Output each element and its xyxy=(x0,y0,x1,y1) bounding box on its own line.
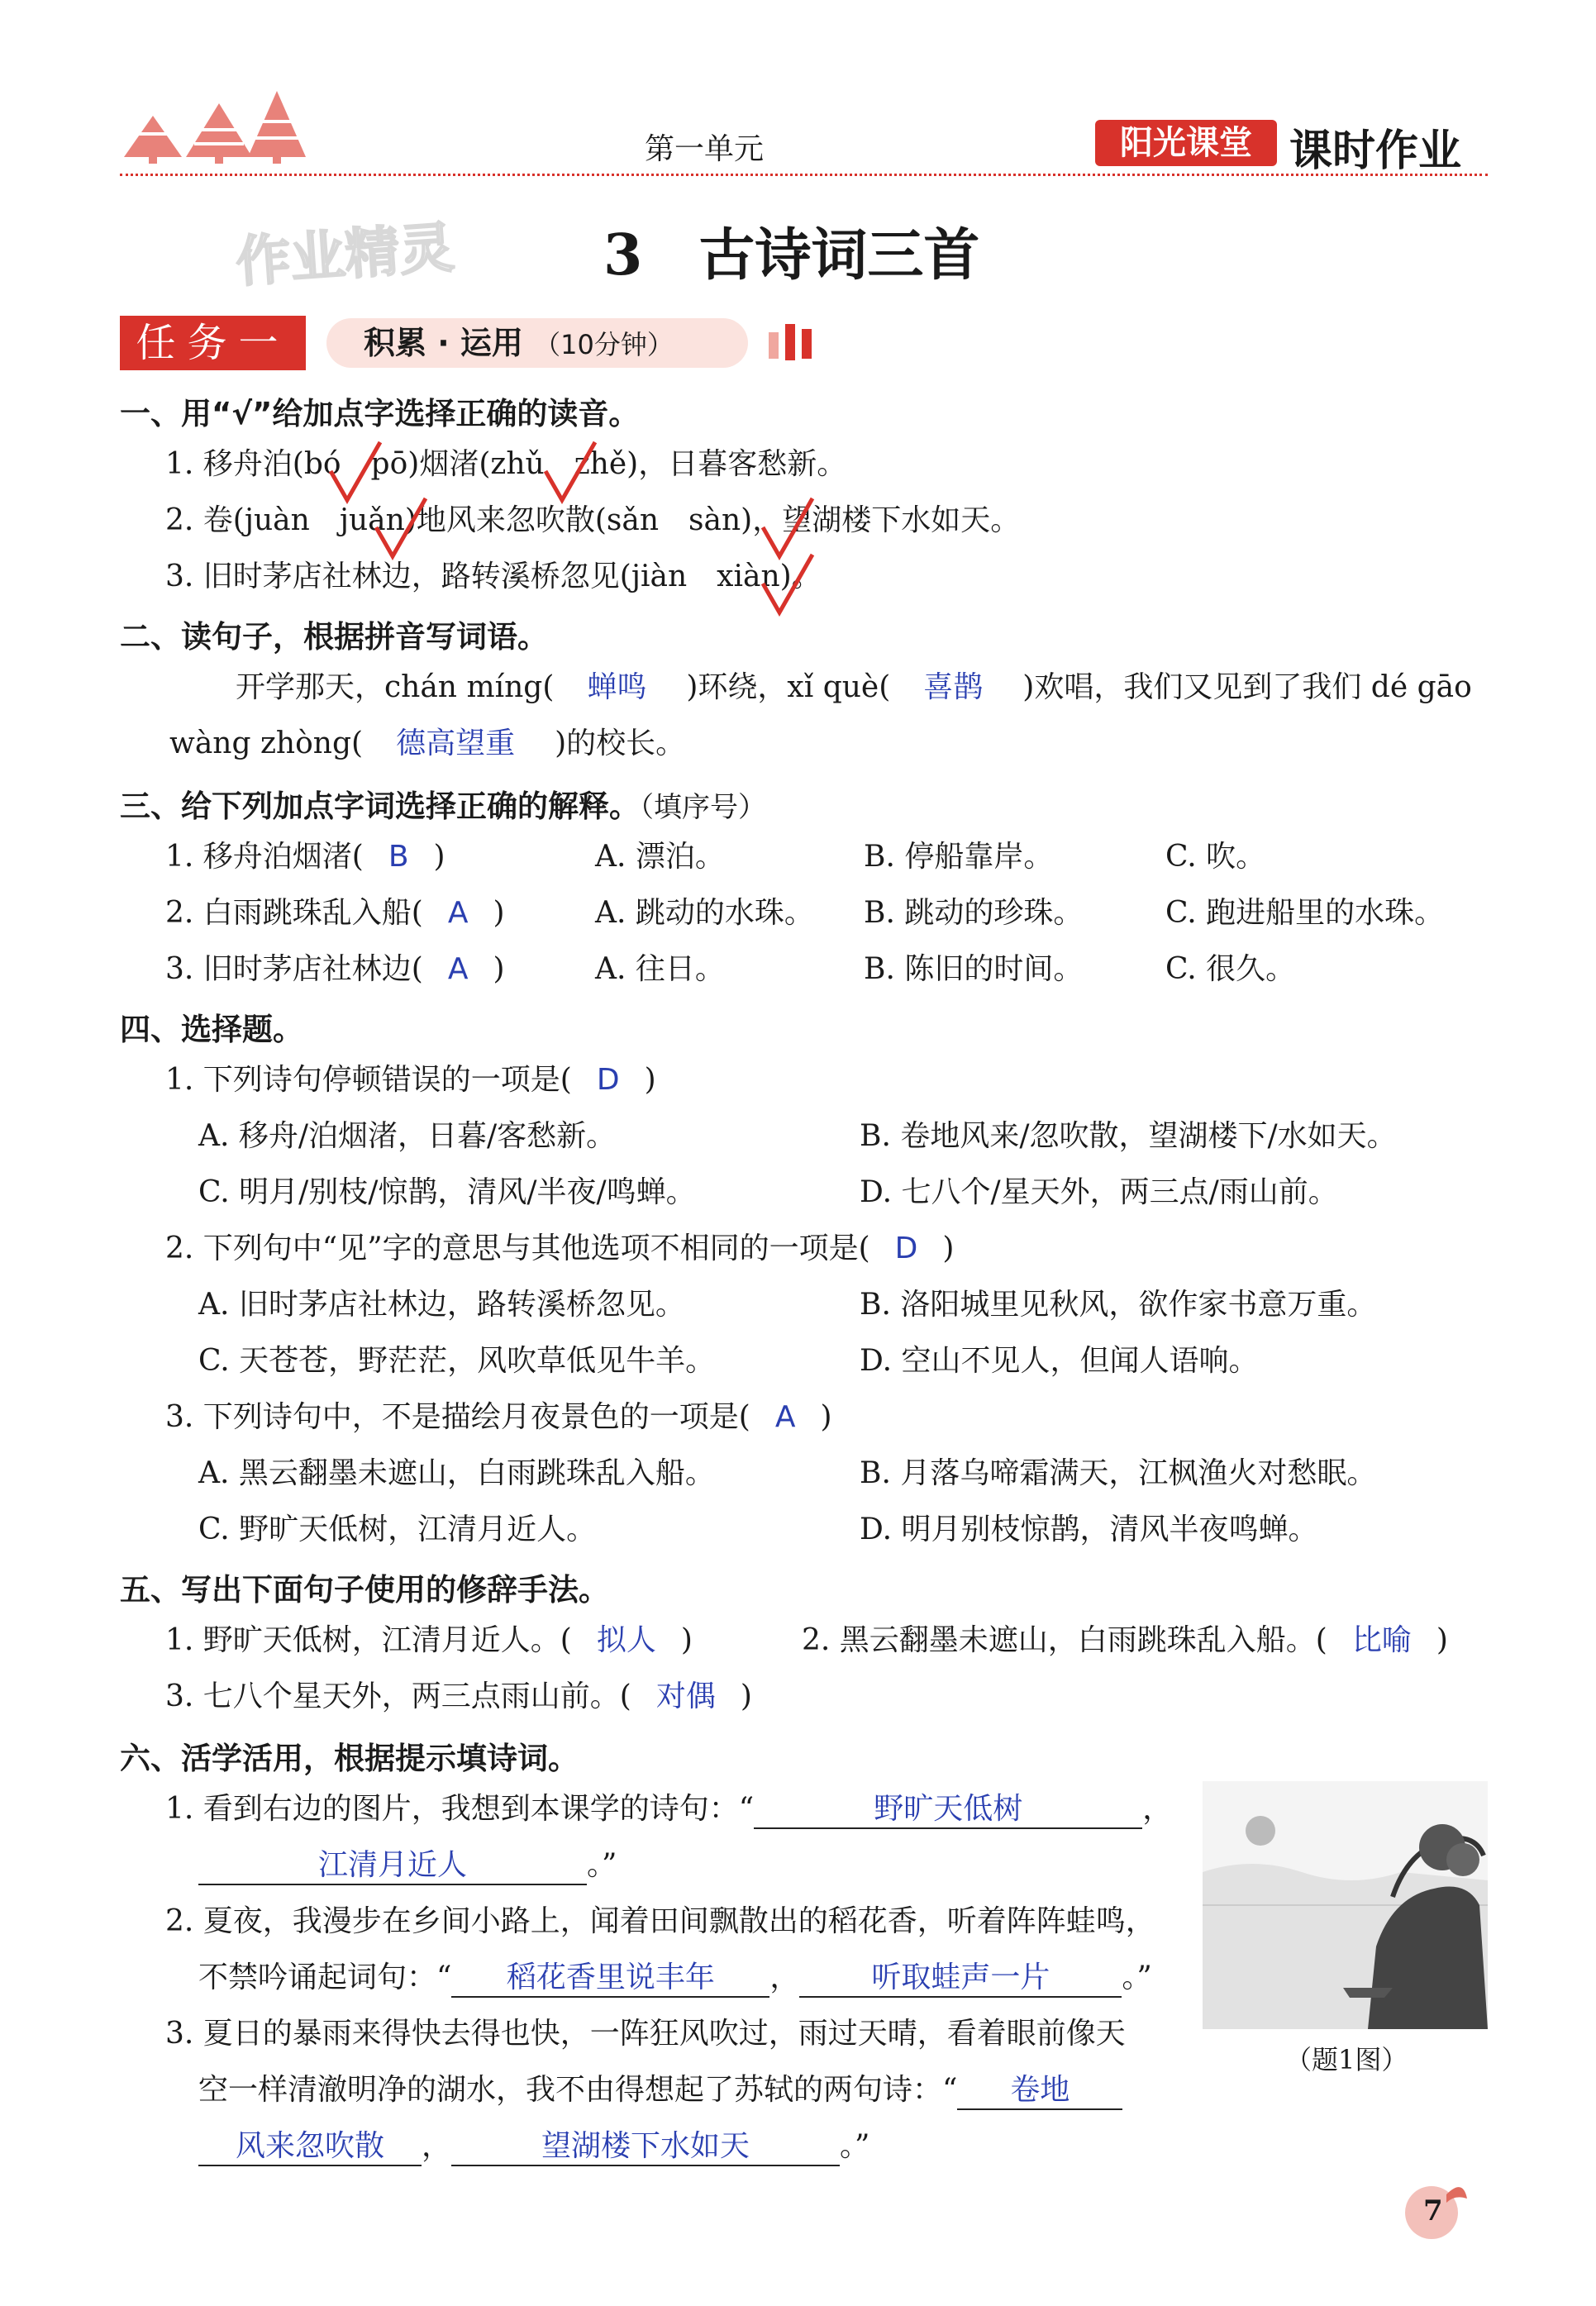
s6-q3-line1: 3. 夏日的暴雨来得快去得也快，一阵狂风吹过，雨过天晴，看着眼前像天 xyxy=(165,2017,1126,2051)
s2-line-2: wàng zhòng( 德高望重 )的校长。 xyxy=(169,727,686,760)
s5-q2: 2. 黑云翻墨未遮山，白雨跳珠乱入船。( 比喻 ) xyxy=(802,1623,1448,1657)
answer-degaowangzhong: 德高望重 xyxy=(396,727,516,760)
s3-row-3-b: B. 陈旧的时间。 xyxy=(864,952,1084,986)
s3-row-1-c: C. 吹。 xyxy=(1165,840,1266,874)
section-1-heading: 一、用“√”给加点字选择正确的读音。 xyxy=(120,396,640,431)
s6-q3-line2: 空一样清澈明净的湖水，我不由得想起了苏轼的两句诗：“ 卷地 xyxy=(198,2072,1122,2110)
page-number: 7 xyxy=(1423,2194,1443,2227)
blank-q2-2: 听取蛙声一片 xyxy=(799,1960,1122,1998)
s4-q3-option-d: D. 明月别枝惊鹊，清风半夜鸣蝉。 xyxy=(860,1513,1318,1546)
s3-row-1-b: B. 停船靠岸。 xyxy=(864,840,1054,874)
s1-q1: 1. 移舟泊(bó pō)烟渚(zhǔ zhě)，日暮客愁新。 xyxy=(165,447,847,481)
s4-q2-stem: 2. 下列句中“见”字的意思与其他选项不相同的一项是( D ) xyxy=(165,1232,955,1265)
section-4-heading: 四、选择题。 xyxy=(120,1012,303,1047)
s3-row-2-c: C. 跑进船里的水珠。 xyxy=(1165,896,1445,930)
s5-q1: 1. 野旷天低树，江清月近人。( 拟人 ) xyxy=(165,1623,693,1657)
s4-q1-option-d: D. 七八个/星天外，两三点/雨山前。 xyxy=(860,1175,1338,1209)
s3-row-2: 2. 白雨跳珠乱入船( A ) xyxy=(165,896,505,930)
s6-q1-line2: 江清月近人 。” xyxy=(198,1847,617,1885)
s3-row-2-a: A. 跳动的水珠。 xyxy=(595,896,814,930)
s4-q2-option-c: C. 天苍苍，野茫茫，风吹草低见牛羊。 xyxy=(198,1344,716,1378)
s3-row-1: 1. 移舟泊烟渚( B ) xyxy=(165,840,445,874)
illustration-caption: （题1图） xyxy=(1285,2044,1408,2075)
blank-q1-2: 江清月近人 xyxy=(198,1847,587,1885)
s4-q1-option-a: A. 移舟/泊烟渚，日暮/客愁新。 xyxy=(198,1119,617,1153)
s6-q1-line1: 1. 看到右边的图片，我想到本课学的诗句：“ 野旷天低树 ， xyxy=(165,1791,1172,1829)
brand-name: 阳光课堂 xyxy=(1120,124,1252,162)
check-mark-icon xyxy=(372,494,430,560)
check-mark-icon xyxy=(759,550,817,617)
task-banner xyxy=(326,318,748,368)
brand-title: 课时作业 xyxy=(1289,126,1462,176)
s4-q3-option-a: A. 黑云翻墨未遮山，白雨跳珠乱入船。 xyxy=(198,1456,715,1490)
header-divider xyxy=(120,174,1488,176)
blank-q3-1: 卷地 xyxy=(957,2072,1122,2110)
s2-line-1: 开学那天，chán míng( 蝉鸣 )环绕，xǐ què( 喜鹊 )欢唱，我们又见到了我们 dé gāo xyxy=(236,670,1472,704)
s4-q1-option-b: B. 卷地风来/忽吹散，望湖楼下/水如天。 xyxy=(860,1119,1397,1153)
s4-q3-option-c: C. 野旷天低树，江清月近人。 xyxy=(198,1513,597,1546)
blank-q3-3: 望湖楼下水如天 xyxy=(451,2128,840,2166)
s4-q1-option-c: C. 明月/别枝/惊鹊，清风/半夜/鸣蝉。 xyxy=(198,1175,696,1209)
section-3-heading: 三、给下列加点字词选择正确的解释。（填序号） xyxy=(120,789,766,824)
s6-q2-line2: 不禁吟诵起词句：“ 稻花香里说丰年 ， 听取蛙声一片 。” xyxy=(198,1960,1152,1998)
s3-row-3-c: C. 很久。 xyxy=(1165,952,1296,986)
task-time: （10分钟） xyxy=(534,329,674,360)
s4-q3-stem: 3. 下列诗句中，不是描绘月夜景色的一项是( A ) xyxy=(165,1400,832,1434)
landscape-illustration xyxy=(1203,1781,1488,2029)
answer-xique: 喜鹊 xyxy=(923,670,984,704)
s6-q2-line1: 2. 夏夜，我漫步在乡间小路上，闻着田间飘散出的稻花香，听着阵阵蛙鸣， xyxy=(165,1904,1155,1938)
s6-q3-line3: 风来忽吹散 ， 望湖楼下水如天 。” xyxy=(198,2128,869,2166)
s1-q3: 3. 旧时茅店社林边，路转溪桥忽见(jiàn xiàn)。 xyxy=(165,560,822,593)
blank-q1-1: 野旷天低树 xyxy=(754,1791,1142,1829)
watermark: 作业精灵 xyxy=(234,215,456,295)
section-6-heading: 六、活学活用，根据提示填诗词。 xyxy=(120,1741,579,1776)
blank-q2-1: 稻花香里说丰年 xyxy=(451,1960,769,1998)
blank-q3-2: 风来忽吹散 xyxy=(198,2128,422,2166)
unit-label: 第一单元 xyxy=(645,132,765,166)
check-mark-icon xyxy=(541,438,599,504)
task-name: 积累 · 运用 xyxy=(364,325,523,361)
s5-q3: 3. 七八个星天外，两三点雨山前。( 对偶 ) xyxy=(165,1679,752,1713)
page-title: 3 古诗词三首 xyxy=(603,222,980,288)
task-tag: 任务一 xyxy=(120,316,306,370)
answer-chanming: 蝉鸣 xyxy=(587,670,647,704)
s4-q2-option-a: A. 旧时茅店社林边，路转溪桥忽见。 xyxy=(198,1288,685,1322)
brand-badge xyxy=(1095,120,1277,166)
s4-q2-option-b: B. 洛阳城里见秋风，欲作家书意万重。 xyxy=(860,1288,1377,1322)
s3-row-3-a: A. 往日。 xyxy=(595,952,725,986)
task-bars-icon xyxy=(769,322,827,367)
section-2-heading: 二、读句子，根据拼音写词语。 xyxy=(120,619,548,655)
s4-q2-option-d: D. 空山不见人，但闻人语响。 xyxy=(860,1344,1259,1378)
s3-row-3: 3. 旧时茅店社林边( A ) xyxy=(165,952,505,986)
header-tree-decoration xyxy=(116,83,314,165)
s4-q1-stem: 1. 下列诗句停顿错误的一项是( D ) xyxy=(165,1063,656,1097)
s3-row-1-a: A. 漂泊。 xyxy=(595,840,725,874)
s3-row-2-b: B. 跳动的珍珠。 xyxy=(864,896,1084,930)
s4-q3-option-b: B. 月落乌啼霜满天，江枫渔火对愁眠。 xyxy=(860,1456,1377,1490)
section-5-heading: 五、写出下面句子使用的修辞手法。 xyxy=(120,1572,609,1608)
s1-q2: 2. 卷(juàn juǎn)地风来忽吹散(sǎn sàn)，望湖楼下水如天。 xyxy=(165,503,1021,537)
